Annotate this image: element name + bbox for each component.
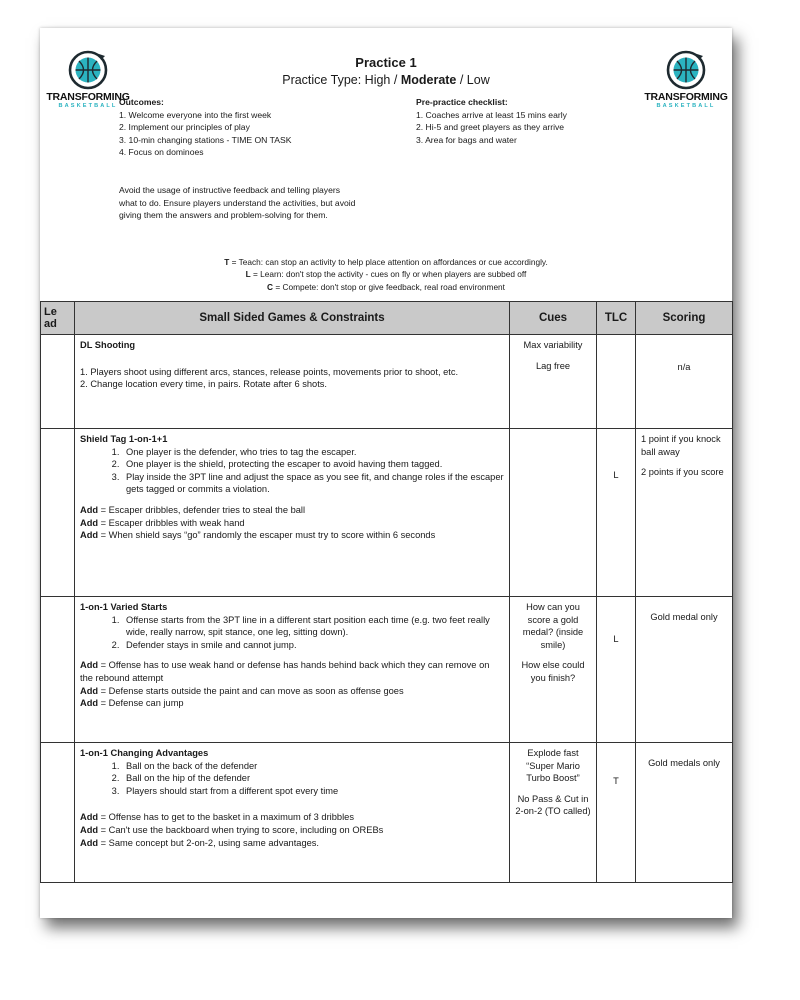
add-text: = Escaper dribbles with weak hand	[98, 517, 245, 528]
game-add	[80, 824, 504, 837]
game-step: 3. Play inside the 3PT line and adjust the space as you see fit, and change roles if the escaper gets tagged or commits a violation.	[122, 471, 504, 496]
add-text: = Defense can jump	[98, 698, 184, 709]
table-row	[41, 597, 733, 743]
checklist-section	[416, 96, 716, 146]
tlc-description: = Compete: don't stop or give feedback, real road environment	[273, 281, 505, 292]
outcome-item: 3. 10-min changing stations - TIME ON TASK	[119, 134, 292, 145]
tlc-cell: L	[597, 429, 636, 597]
game-step: 2. One player is the shield, protecting the escaper to avoid having them tagged.	[122, 458, 504, 471]
table-row	[41, 743, 733, 883]
cue-text: Max variability	[523, 340, 583, 350]
practice-type-prefix: Practice Type: High /	[282, 73, 401, 87]
game-add	[80, 697, 504, 710]
practice-type-suffix: / Low	[456, 73, 490, 87]
avoid-note-line: giving them the answers and problem-solving for them.	[119, 210, 328, 221]
game-cell	[75, 335, 510, 429]
lead-cell	[41, 597, 75, 743]
add-text: = Escaper dribbles, defender tries to steal the ball	[98, 504, 306, 515]
practice-type-selected: Moderate	[400, 73, 457, 87]
cues-cell	[510, 429, 597, 597]
logo-wordmark: TRANSFORMING	[46, 91, 130, 103]
cues-cell	[510, 335, 597, 429]
game-add	[80, 811, 504, 824]
tlc-legend-line	[40, 281, 732, 293]
lead-cell	[41, 429, 75, 597]
col-header-cues: Cues	[510, 302, 597, 335]
avoid-note-line: what to do. Ensure players understand the activities, but avoid	[119, 197, 356, 208]
game-add	[80, 685, 504, 698]
cue-text: How else could you finish?	[521, 660, 585, 683]
cue-text: Lag free	[535, 360, 571, 371]
add-text: = Offense has to use weak hand or defense has hands behind back which they can remove on the rebound attempt	[80, 660, 490, 683]
practice-type	[40, 73, 732, 87]
tlc-letter: C	[267, 281, 274, 292]
lead-cell	[41, 335, 75, 429]
game-name: 1-on-1 Varied Starts	[80, 602, 168, 612]
outcome-item: 2. Implement our principles of play	[119, 122, 250, 133]
cues-cell	[510, 597, 597, 743]
add-text: = Offense has to get to the basket in a maximum of 3 dribbles	[98, 812, 354, 823]
add-label: Add	[80, 517, 99, 528]
game-steps	[80, 760, 504, 798]
practice-table	[40, 301, 733, 883]
add-text: = Same concept but 2-on-2, using same advantages.	[98, 837, 320, 848]
game-instruction: 2. Change location every time, in pairs. Rotate after 6 shots.	[80, 379, 328, 390]
add-text: = Can't use the backboard when trying to score, including on OREBs	[98, 824, 384, 835]
game-step: 2. Ball on the hip of the defender	[122, 772, 504, 785]
game-step: 1. One player is the defender, who tries to tag the escaper.	[122, 446, 504, 459]
cue-text: No Pass & Cut in 2-on-2 (TO called)	[515, 793, 591, 817]
add-label: Add	[80, 685, 99, 696]
scoring-text: 2 points if you score	[641, 467, 724, 478]
add-label: Add	[80, 504, 99, 515]
tlc-legend	[40, 256, 732, 293]
outcomes-section	[119, 96, 419, 159]
scoring-cell	[636, 429, 733, 597]
avoid-note	[119, 184, 419, 222]
game-add	[80, 504, 504, 517]
tlc-cell: T	[597, 743, 636, 883]
game-steps	[80, 446, 504, 496]
game-step: 1. Offense starts from the 3PT line in a different start position each time (e.g. two feet really wide, really narrow, spit stance, one leg, sitting down).	[122, 614, 504, 639]
add-label: Add	[80, 824, 99, 835]
add-label: Add	[80, 530, 99, 541]
col-header-lead: Le ad	[41, 302, 75, 335]
logo-wordmark: TRANSFORMING	[644, 91, 728, 103]
outcomes-heading: Outcomes:	[119, 97, 164, 107]
avoid-note-line: Avoid the usage of instructive feedback and telling players	[119, 185, 341, 195]
scoring-cell	[636, 335, 733, 429]
checklist-heading: Pre-practice checklist:	[416, 97, 508, 107]
cues-cell	[510, 743, 597, 883]
game-cell	[75, 429, 510, 597]
checklist-item: 2. Hi-5 and greet players as they arrive	[416, 122, 565, 133]
tlc-description: = Teach: can stop an activity to help place attention on affordances or cue accordingly.	[229, 257, 548, 267]
practice-plan-sheet	[40, 28, 732, 918]
game-add	[80, 529, 504, 542]
col-header-games: Small Sided Games & Constraints	[75, 302, 510, 335]
tlc-description: = Learn: don't stop the activity - cues on fly or when players are subbed off	[250, 269, 527, 280]
cue-text: How can you score a gold medal? (inside smile)	[522, 602, 584, 650]
table-header-row	[41, 302, 733, 335]
add-label: Add	[80, 812, 99, 823]
add-text: = Defense starts outside the paint and can move as soon as offense goes	[98, 685, 404, 696]
game-name: Shield Tag 1-on-1+1	[80, 434, 168, 444]
scoring-cell	[636, 743, 733, 883]
outcome-item: 4. Focus on dominoes	[119, 147, 204, 158]
game-add	[80, 659, 504, 684]
game-instruction: 1. Players shoot using different arcs, stances, release points, movements prior to shoot, etc.	[80, 366, 459, 377]
add-label: Add	[80, 698, 99, 709]
game-step: 2. Defender stays in smile and cannot jump.	[122, 639, 504, 652]
checklist-item: 3. Area for bags and water	[416, 134, 517, 145]
game-name: 1-on-1 Changing Advantages	[80, 748, 209, 758]
game-steps	[80, 614, 504, 652]
tlc-legend-line	[40, 256, 732, 268]
table-row	[41, 335, 733, 429]
tlc-letter: T	[224, 257, 230, 267]
game-step: 3. Players should start from a different spot every time	[122, 785, 504, 798]
logo-tagline: BASKETBALL	[58, 103, 118, 109]
page-title: Practice 1	[355, 55, 417, 70]
game-add	[80, 517, 504, 530]
tlc-legend-line	[40, 268, 732, 280]
col-header-tlc: TLC	[597, 302, 636, 335]
game-cell	[75, 597, 510, 743]
tlc-cell: L	[597, 597, 636, 743]
scoring-text: Gold medal only	[650, 612, 718, 622]
add-label: Add	[80, 837, 99, 848]
add-label: Add	[80, 660, 99, 671]
outcome-item: 1. Welcome everyone into the first week	[119, 109, 272, 120]
tlc-letter: L	[245, 269, 251, 280]
logo-tagline: BASKETBALL	[656, 103, 716, 109]
add-text: = When shield says “go” randomly the escaper must try to score within 6 seconds	[98, 530, 436, 541]
scoring-text: 1 point if you knock ball away	[641, 434, 721, 457]
cue-text: Explode fast “Super Mario Turbo Boost”	[526, 748, 580, 784]
scoring-text: n/a	[677, 362, 691, 372]
scoring-cell	[636, 597, 733, 743]
table-row	[41, 429, 733, 597]
tlc-cell	[597, 335, 636, 429]
game-cell	[75, 743, 510, 883]
col-header-scoring: Scoring	[636, 302, 733, 335]
game-add	[80, 837, 504, 850]
lead-cell	[41, 743, 75, 883]
scoring-text: Gold medals only	[648, 758, 720, 768]
checklist-item: 1. Coaches arrive at least 15 mins early	[416, 109, 567, 120]
game-name: DL Shooting	[80, 340, 136, 350]
game-step: 1. Ball on the back of the defender	[122, 760, 504, 773]
